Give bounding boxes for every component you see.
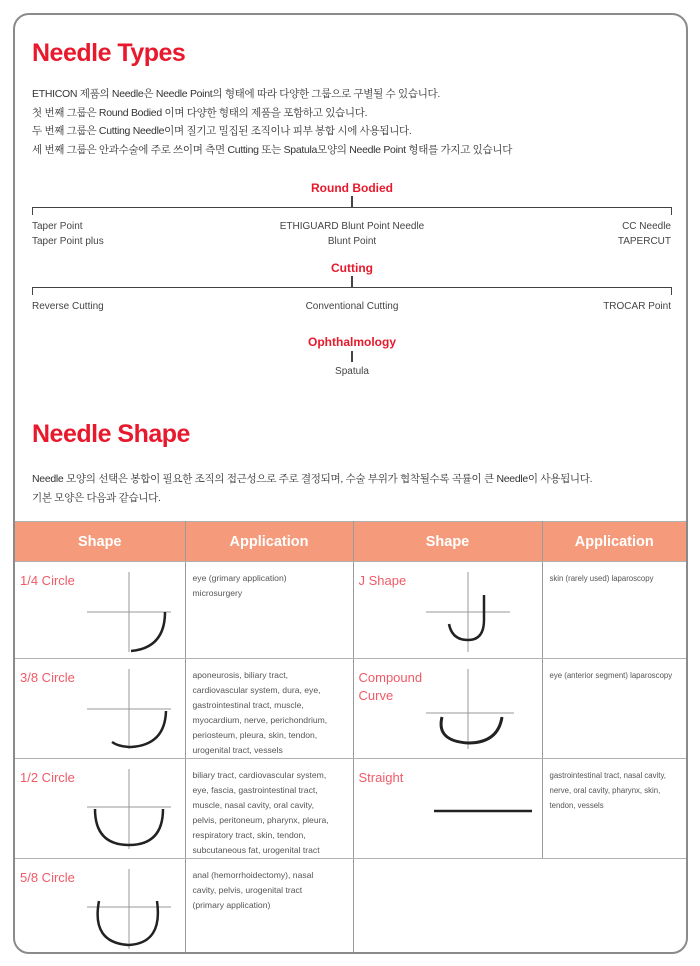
application-line: muscle, nasal cavity, oral cavity, [192, 800, 314, 810]
three-eighths-circle-needle-icon [87, 665, 177, 751]
empty-cell [353, 859, 686, 955]
application-cell [185, 759, 353, 859]
needle-type-reverse-cutting: Reverse Cutting [32, 301, 104, 312]
paragraph-line: 세 번째 그룹은 안과수술에 주로 쓰이며 측면 Cutting 또는 Spatula모양의 Needle Point 형태를 가지고 있습니다 [32, 143, 513, 156]
table-header-row [15, 522, 686, 562]
paragraph-line: ETHICON 제품의 Needle은 Needle Point의 형태에 따라 다양한 그룹으로 구별될 수 있습니다. [32, 88, 441, 100]
application-line: (primary application) [192, 900, 271, 910]
application-line: tendon, vessels [549, 801, 604, 810]
needle-type-tapercut: TAPERCUT [617, 236, 671, 247]
application-line: cavity, pelvis, urogenital tract [192, 885, 303, 895]
needle-type-spatula: Spatula [335, 366, 369, 377]
paragraph-line: 기본 모양은 다음과 같습니다. [32, 491, 161, 504]
needle-type-conventional-cutting: Conventional Cutting [305, 301, 399, 312]
application-line: subcutaneous fat, urogenital tract [192, 845, 320, 855]
table-row [15, 759, 686, 859]
needle-type-cc-needle: CC Needle [622, 221, 671, 232]
needle-type-taper-point: Taper Point [32, 221, 83, 232]
needle-type-trocar-point: TROCAR Point [603, 301, 671, 312]
application-line: eye (anterior segment) laparoscopy [549, 671, 673, 680]
j-shape-needle-icon [426, 568, 516, 654]
round-bodied-right-items [618, 219, 671, 249]
header-shape: Shape [353, 522, 542, 562]
shape-cell [15, 659, 185, 759]
application-line: eye (grimary application) [192, 573, 287, 583]
cutting-bracket [32, 287, 672, 295]
needle-shape-paragraph [32, 470, 592, 507]
application-line: gastrointestinal tract, muscle, [192, 700, 304, 710]
shape-cell [353, 759, 542, 859]
paragraph-line: Needle 모양의 선택은 봉합이 필요한 조직의 접근성으로 주로 결정되며, 수술 부위가 협착될수록 곡률이 큰 Needle이 사용됩니다. [32, 473, 593, 485]
shape-name: 1/2 Circle [20, 770, 75, 785]
application-cell [185, 659, 353, 759]
needle-type-blunt-point: Blunt Point [327, 236, 377, 247]
shape-cell [353, 659, 542, 759]
needle-types-title: Needle Types [32, 39, 186, 67]
application-line: respiratory tract, skin, tendon, [192, 830, 306, 840]
application-line: nerve, oral cavity, pharynx, skin, [549, 786, 661, 795]
needle-types-paragraph [32, 85, 512, 159]
application-line: aponeurosis, biliary tract, [192, 670, 289, 680]
shape-cell [353, 562, 542, 659]
compound-curve-needle-icon [426, 665, 516, 751]
shape-name: 1/4 Circle [20, 573, 75, 588]
table-row [15, 859, 686, 955]
needle-shape-title: Needle Shape [32, 420, 190, 448]
shape-name: Straight [358, 770, 404, 785]
document-card [13, 13, 688, 954]
application-line: skin (rarely used) laparoscopy [549, 574, 654, 583]
application-line: eye, fascia, gastrointestinal tract, [192, 785, 318, 795]
application-line: periosteum, pleura, skin, tendon, [192, 730, 318, 740]
application-cell [542, 659, 686, 759]
needle-type-ethiguard: ETHIGUARD Blunt Point Needle [279, 221, 425, 232]
shape-name: J Shape [358, 573, 407, 588]
application-line: anal (hemorrhoidectomy), nasal [192, 870, 314, 880]
tree-connector [351, 351, 353, 362]
shape-cell [15, 859, 185, 955]
application-line: biliary tract, cardiovascular system, [192, 770, 327, 780]
application-cell [185, 859, 353, 955]
needle-type-taper-point-plus: Taper Point plus [32, 236, 104, 247]
straight-needle-icon [424, 765, 534, 851]
ophthalmology-title: Ophthalmology [308, 335, 396, 349]
header-shape: Shape [15, 522, 185, 562]
header-application: Application [542, 522, 686, 562]
application-line: pelvis, peritoneum, pharynx, pleura, [192, 815, 329, 825]
round-bodied-bracket [32, 207, 672, 215]
shape-name: Compound Curve [358, 670, 423, 703]
header-application: Application [185, 522, 353, 562]
cutting-title: Cutting [331, 261, 373, 275]
needle-shape-table [15, 521, 686, 954]
application-cell [185, 562, 353, 659]
round-bodied-left-items [32, 219, 104, 249]
application-line: gastrointestinal tract, nasal cavity, [549, 771, 666, 780]
application-line: cardiovascular system, dura, eye, [192, 685, 321, 695]
application-cell [542, 759, 686, 859]
five-eighths-circle-needle-icon [87, 865, 177, 951]
shape-cell [15, 759, 185, 859]
shape-name: 5/8 Circle [20, 870, 75, 885]
quarter-circle-needle-icon [87, 568, 177, 654]
shape-name: 3/8 Circle [20, 670, 75, 685]
paragraph-line: 두 번째 그룹은 Cutting Needle이며 질기고 밀집된 조직이나 피부 봉합 시에 사용됩니다. [32, 125, 412, 137]
round-bodied-center-items [252, 219, 452, 249]
table-row [15, 562, 686, 659]
round-bodied-title: Round Bodied [311, 181, 393, 195]
application-cell [542, 562, 686, 659]
application-line: myocardium, nerve, perichondrium, [192, 715, 328, 725]
application-line: urogenital tract, vessels [192, 745, 283, 755]
half-circle-needle-icon [87, 765, 177, 851]
paragraph-line: 첫 번째 그룹은 Round Bodied 이며 다양한 형태의 제품을 포함하고 있습니다. [32, 106, 368, 119]
application-line: microsurgery [192, 588, 243, 598]
table-row [15, 659, 686, 759]
shape-cell [15, 562, 185, 659]
